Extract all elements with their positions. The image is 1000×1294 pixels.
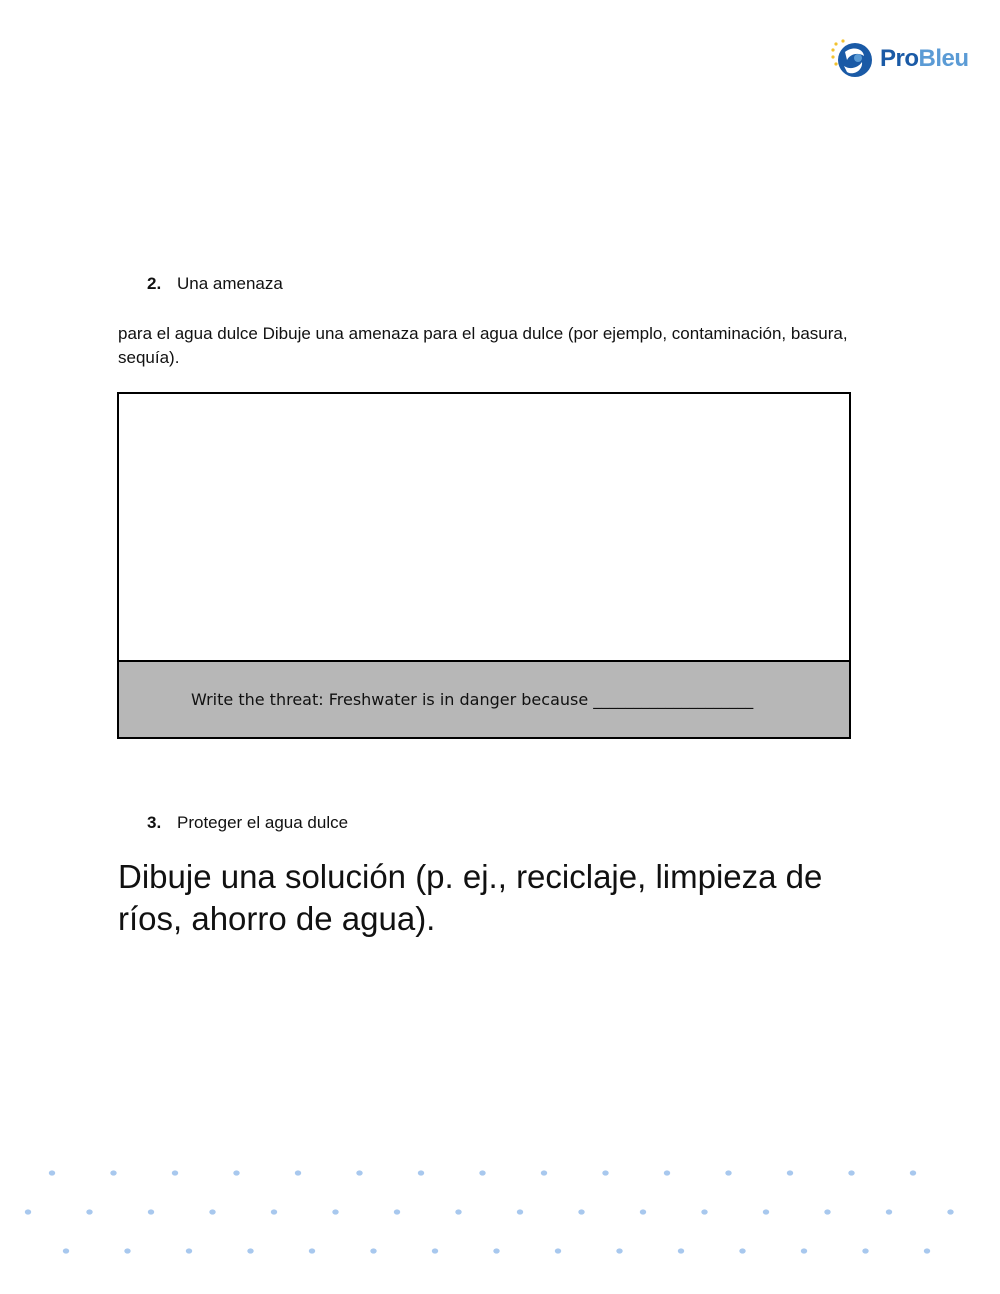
probleu-logo — [830, 38, 969, 80]
pattern-dot — [479, 1170, 485, 1175]
section-2-heading — [147, 274, 283, 294]
pattern-dot — [432, 1248, 438, 1253]
pattern-dot — [801, 1248, 807, 1253]
pattern-dot — [555, 1248, 561, 1253]
pattern-dot — [124, 1248, 130, 1253]
pattern-dot — [763, 1209, 769, 1214]
pattern-dot — [664, 1170, 670, 1175]
pattern-dot — [493, 1248, 499, 1253]
pattern-dot — [172, 1170, 178, 1175]
threat-prompt[interactable]: Write the threat: Freshwater is in danger because ____________________ — [191, 690, 754, 709]
section-3-heading — [147, 813, 348, 833]
pattern-dot — [824, 1209, 830, 1214]
drawing-area[interactable] — [117, 392, 851, 662]
pattern-dot — [418, 1170, 424, 1175]
pattern-dot — [271, 1209, 277, 1214]
pattern-dot — [947, 1209, 953, 1214]
pattern-dot — [541, 1170, 547, 1175]
pattern-dot — [49, 1170, 55, 1175]
pattern-dot — [910, 1170, 916, 1175]
pattern-dot — [678, 1248, 684, 1253]
pattern-dot — [356, 1170, 362, 1175]
pattern-dot — [924, 1248, 930, 1253]
pattern-dot — [86, 1209, 92, 1214]
threat-prompt-band — [117, 660, 851, 739]
section-2-title: Una amenaza — [177, 274, 283, 293]
brand-name-pro: Pro — [880, 45, 919, 72]
pattern-dot — [739, 1248, 745, 1253]
pattern-dot — [25, 1209, 31, 1214]
section-2-number: 2. — [147, 274, 162, 293]
pattern-dot — [455, 1209, 461, 1214]
pattern-dot — [787, 1170, 793, 1175]
pattern-dot — [862, 1248, 868, 1253]
pattern-dot — [886, 1209, 892, 1214]
pattern-dot — [725, 1170, 731, 1175]
pattern-dot — [394, 1209, 400, 1214]
section-2-instructions: para el agua dulce Dibuje una amenaza para el agua dulce (por ejemplo, contaminación, basura, sequía). — [118, 324, 848, 367]
brand-name — [880, 45, 969, 73]
pattern-dot — [616, 1248, 622, 1253]
pattern-dot — [332, 1209, 338, 1214]
pattern-dot — [247, 1248, 253, 1253]
pattern-dot — [309, 1248, 315, 1253]
pattern-dot — [209, 1209, 215, 1214]
pattern-dot — [186, 1248, 192, 1253]
pattern-dot — [148, 1209, 154, 1214]
pattern-dot — [110, 1170, 116, 1175]
probleu-logo-icon — [830, 38, 874, 80]
pattern-dot — [233, 1170, 239, 1175]
dotted-pattern — [0, 1150, 1000, 1280]
pattern-dot — [295, 1170, 301, 1175]
pattern-dot — [701, 1209, 707, 1214]
pattern-dot — [517, 1209, 523, 1214]
pattern-dot — [578, 1209, 584, 1214]
section-3-instructions: Dibuje una solución (p. ej., reciclaje, limpieza de ríos, ahorro de agua). — [118, 858, 823, 937]
section-3-number: 3. — [147, 813, 162, 832]
pattern-dot — [602, 1170, 608, 1175]
pattern-dot — [640, 1209, 646, 1214]
section-3-title: Proteger el agua dulce — [177, 813, 349, 832]
pattern-dot — [848, 1170, 854, 1175]
brand-name-bleu: Bleu — [918, 45, 969, 72]
pattern-dot — [63, 1248, 69, 1253]
pattern-dot — [370, 1248, 376, 1253]
